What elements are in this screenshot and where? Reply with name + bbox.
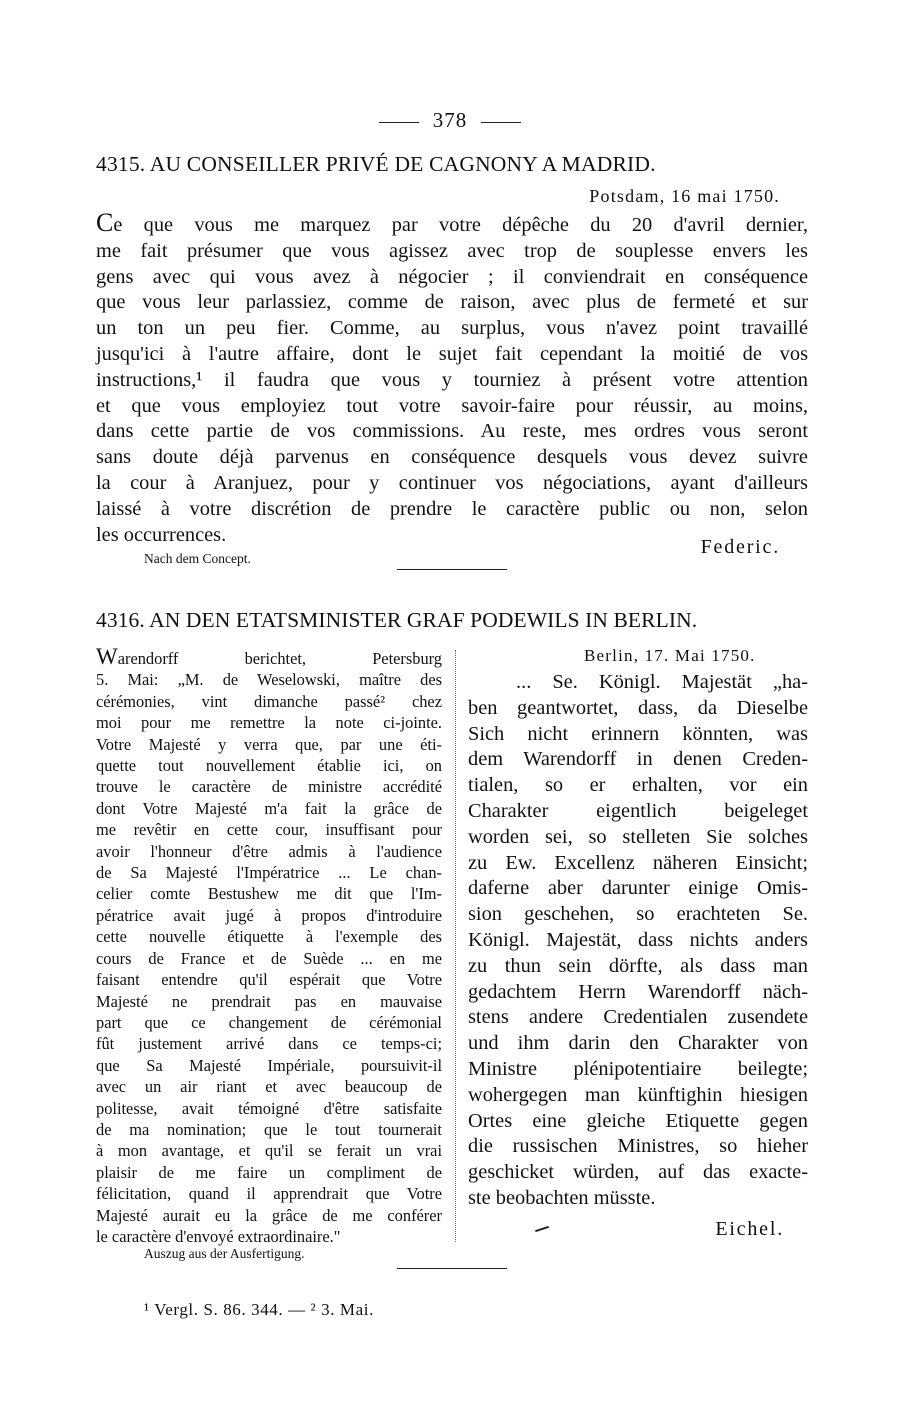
body-line: gens avec qui vous avez à négocier ; il conviendrait en conséquence bbox=[96, 265, 808, 288]
report-line: plaisir de me faire un compliment de bbox=[96, 1162, 442, 1182]
report-line: le caractère d'envoyé extraordinaire." bbox=[96, 1226, 341, 1246]
page-number-text: 378 bbox=[432, 108, 468, 132]
report-line: que Sa Majesté Impériale, poursuivit-il bbox=[96, 1055, 442, 1075]
body-line: sans doute déjà parvenus en conséquence desquels vous devez suivre bbox=[96, 446, 808, 469]
letter-4315-signature: Federic. bbox=[700, 536, 780, 558]
reply-line: tialen, so er erhalten, vor ein bbox=[468, 774, 808, 797]
reply-line: Ministre plénipotentiaire beilegte; bbox=[468, 1057, 808, 1080]
report-line: dont Votre Majesté m'a fait la grâce de bbox=[96, 798, 442, 818]
report-line: cérémonies, vint dimanche passé² chez bbox=[96, 691, 442, 711]
report-line: politesse, avait témoigné d'être satisfaite bbox=[96, 1098, 442, 1118]
reply-line: die russischen Ministres, so hieher bbox=[468, 1135, 808, 1158]
report-line: à mon avantage, et qu'il se ferait un vrai bbox=[96, 1141, 442, 1161]
letter-4315-place-date: Potsdam, 16 mai 1750. bbox=[589, 186, 780, 206]
reply-line: ste beobachten müsste. bbox=[468, 1186, 656, 1209]
report-line: cette nouvelle étiquette à l'exemple des bbox=[96, 927, 442, 947]
page-number-dash-left bbox=[379, 122, 419, 123]
report-line: Majesté ne prendrait pas en mauvaise bbox=[96, 991, 442, 1011]
report-line: Warendorff berichtet, Petersburg bbox=[96, 644, 442, 669]
reply-line: Sich nicht erinnern könnten, was bbox=[468, 722, 808, 745]
initial-letter: W bbox=[96, 644, 118, 669]
initial-letter: C bbox=[96, 208, 114, 237]
body-line: jusqu'ici à l'autre affaire, dont le sujet fait cependant la moitié de vos bbox=[96, 342, 808, 365]
report-line: félicitation, quand il apprendrait que Votre bbox=[96, 1184, 442, 1204]
reply-line: stens andere Credentialen zusendete bbox=[468, 1006, 808, 1029]
letter-4315-source-note: Nach dem Concept. bbox=[144, 551, 251, 566]
report-line: me revêtir en cette cour, insuffisant pour bbox=[96, 820, 442, 840]
reply-line: daferne aber darunter einige Omis- bbox=[468, 877, 808, 900]
letter-4316-heading: 4316. AN DEN ETATSMINISTER GRAF PODEWILS IN BERLIN. bbox=[96, 608, 698, 632]
reply-line: sion geschehen, so erachteten Se. bbox=[468, 903, 808, 926]
report-line: quette tout nouvellement établie ici, on bbox=[96, 756, 442, 776]
body-line: dans cette partie de vos commissions. Au reste, mes ordres vous seront bbox=[96, 420, 808, 443]
reply-line: zu thun sein dörfte, als dass man bbox=[468, 954, 808, 977]
letter-4316-right-column bbox=[468, 670, 808, 1212]
letter-4316-source-note: Auszug aus der Ausfertigung. bbox=[144, 1246, 305, 1261]
report-line: Votre Majesté y verra que, par une éti- bbox=[96, 734, 442, 754]
pen-mark bbox=[535, 1226, 549, 1232]
report-line: de ma nomination; que le tout tournerait bbox=[96, 1119, 442, 1139]
body-line: me fait présumer que vous agissez avec trop de souplesse envers les bbox=[96, 239, 808, 262]
reply-line: und ihm darin den Charakter von bbox=[468, 1032, 808, 1055]
report-line: Majesté aurait eu la grâce de me conférer bbox=[96, 1205, 442, 1225]
reply-line: wohergegen man künftighin hiesigen bbox=[468, 1083, 808, 1106]
reply-line: worden sei, so stelleten Sie solches bbox=[468, 825, 808, 848]
reply-line: zu Ew. Excellenz näheren Einsicht; bbox=[468, 851, 808, 874]
body-line: laissé à votre discrétion de prendre le caractère public ou non, selon bbox=[96, 497, 808, 520]
report-line: trouve le caractère de ministre accrédité bbox=[96, 777, 442, 797]
reply-line: Königl. Majestät, dass nichts anders bbox=[468, 928, 808, 951]
footnote-rule bbox=[397, 1268, 507, 1269]
reply-line: ben geantwortet, dass, da Dieselbe bbox=[468, 696, 808, 719]
body-line: et que vous employiez tout votre savoir-faire pour réussir, au moins, bbox=[96, 394, 808, 417]
report-line: part que ce changement de cérémonial bbox=[96, 1012, 442, 1032]
report-line: celier comte Bestushew me dit que l'Im- bbox=[96, 884, 442, 904]
letter-4316-place-date: Berlin, 17. Mai 1750. bbox=[584, 646, 756, 665]
report-line: de Sa Majesté l'Impératrice ... Le chan- bbox=[96, 863, 442, 883]
reply-line: gedachtem Herrn Warendorff näch- bbox=[468, 980, 808, 1003]
report-line: cours de France et de Suède ... en me bbox=[96, 948, 442, 968]
section-rule bbox=[397, 569, 507, 570]
report-line: 5. Mai: „M. de Weselowski, maître des bbox=[96, 670, 442, 690]
report-line: avoir l'honneur d'être admis à l'audience bbox=[96, 841, 442, 861]
body-line: instructions,¹ il faudra que vous y tourniez à présent votre attention bbox=[96, 368, 808, 391]
page-number bbox=[0, 108, 900, 133]
body-line: les occurrences. bbox=[96, 523, 227, 546]
body-line: la cour à Aranjuez, pour y continuer vos négociations, ayant d'ailleurs bbox=[96, 471, 808, 494]
column-divider bbox=[455, 650, 456, 1242]
reply-line: dem Warendorff in denen Creden- bbox=[468, 748, 808, 771]
report-line: faisant entendre qu'il espérait que Votre bbox=[96, 970, 442, 990]
reply-line: Charakter eigentlich beigeleget bbox=[468, 799, 808, 822]
letter-4316-left-column bbox=[96, 646, 442, 1247]
report-line: pératrice avait jugé à propos d'introduire bbox=[96, 905, 442, 925]
report-line: avec un air riant et avec beaucoup de bbox=[96, 1077, 442, 1097]
letter-4316-signature: Eichel. bbox=[715, 1218, 784, 1240]
report-line: fût justement arrivé dans ce temps-ci; bbox=[96, 1034, 442, 1054]
reply-line: ... Se. Königl. Majestät „ha- bbox=[516, 671, 808, 693]
body-line: un ton un peu fier. Comme, au surplus, vous n'avez point travaillé bbox=[96, 317, 808, 340]
reply-line: Ortes eine gleiche Etiquette gegen bbox=[468, 1109, 808, 1132]
letter-4315-body bbox=[96, 210, 808, 548]
letter-4315-heading: 4315. AU CONSEILLER PRIVÉ DE CAGNONY A MADRID. bbox=[96, 152, 656, 176]
body-line: que vous leur parlassiez, comme de raison, avec plus de fermeté et sur bbox=[96, 291, 808, 314]
report-line: moi pour me remettre la note ci-jointe. bbox=[96, 713, 442, 733]
footnotes: ¹ Vergl. S. 86. 344. — ² 3. Mai. bbox=[144, 1300, 374, 1319]
reply-line: geschicket würden, auf das exacte- bbox=[468, 1161, 808, 1184]
page-number-dash-right bbox=[481, 122, 521, 123]
body-line: Ce que vous me marquez par votre dépêche du 20 d'avril dernier, bbox=[96, 208, 808, 237]
